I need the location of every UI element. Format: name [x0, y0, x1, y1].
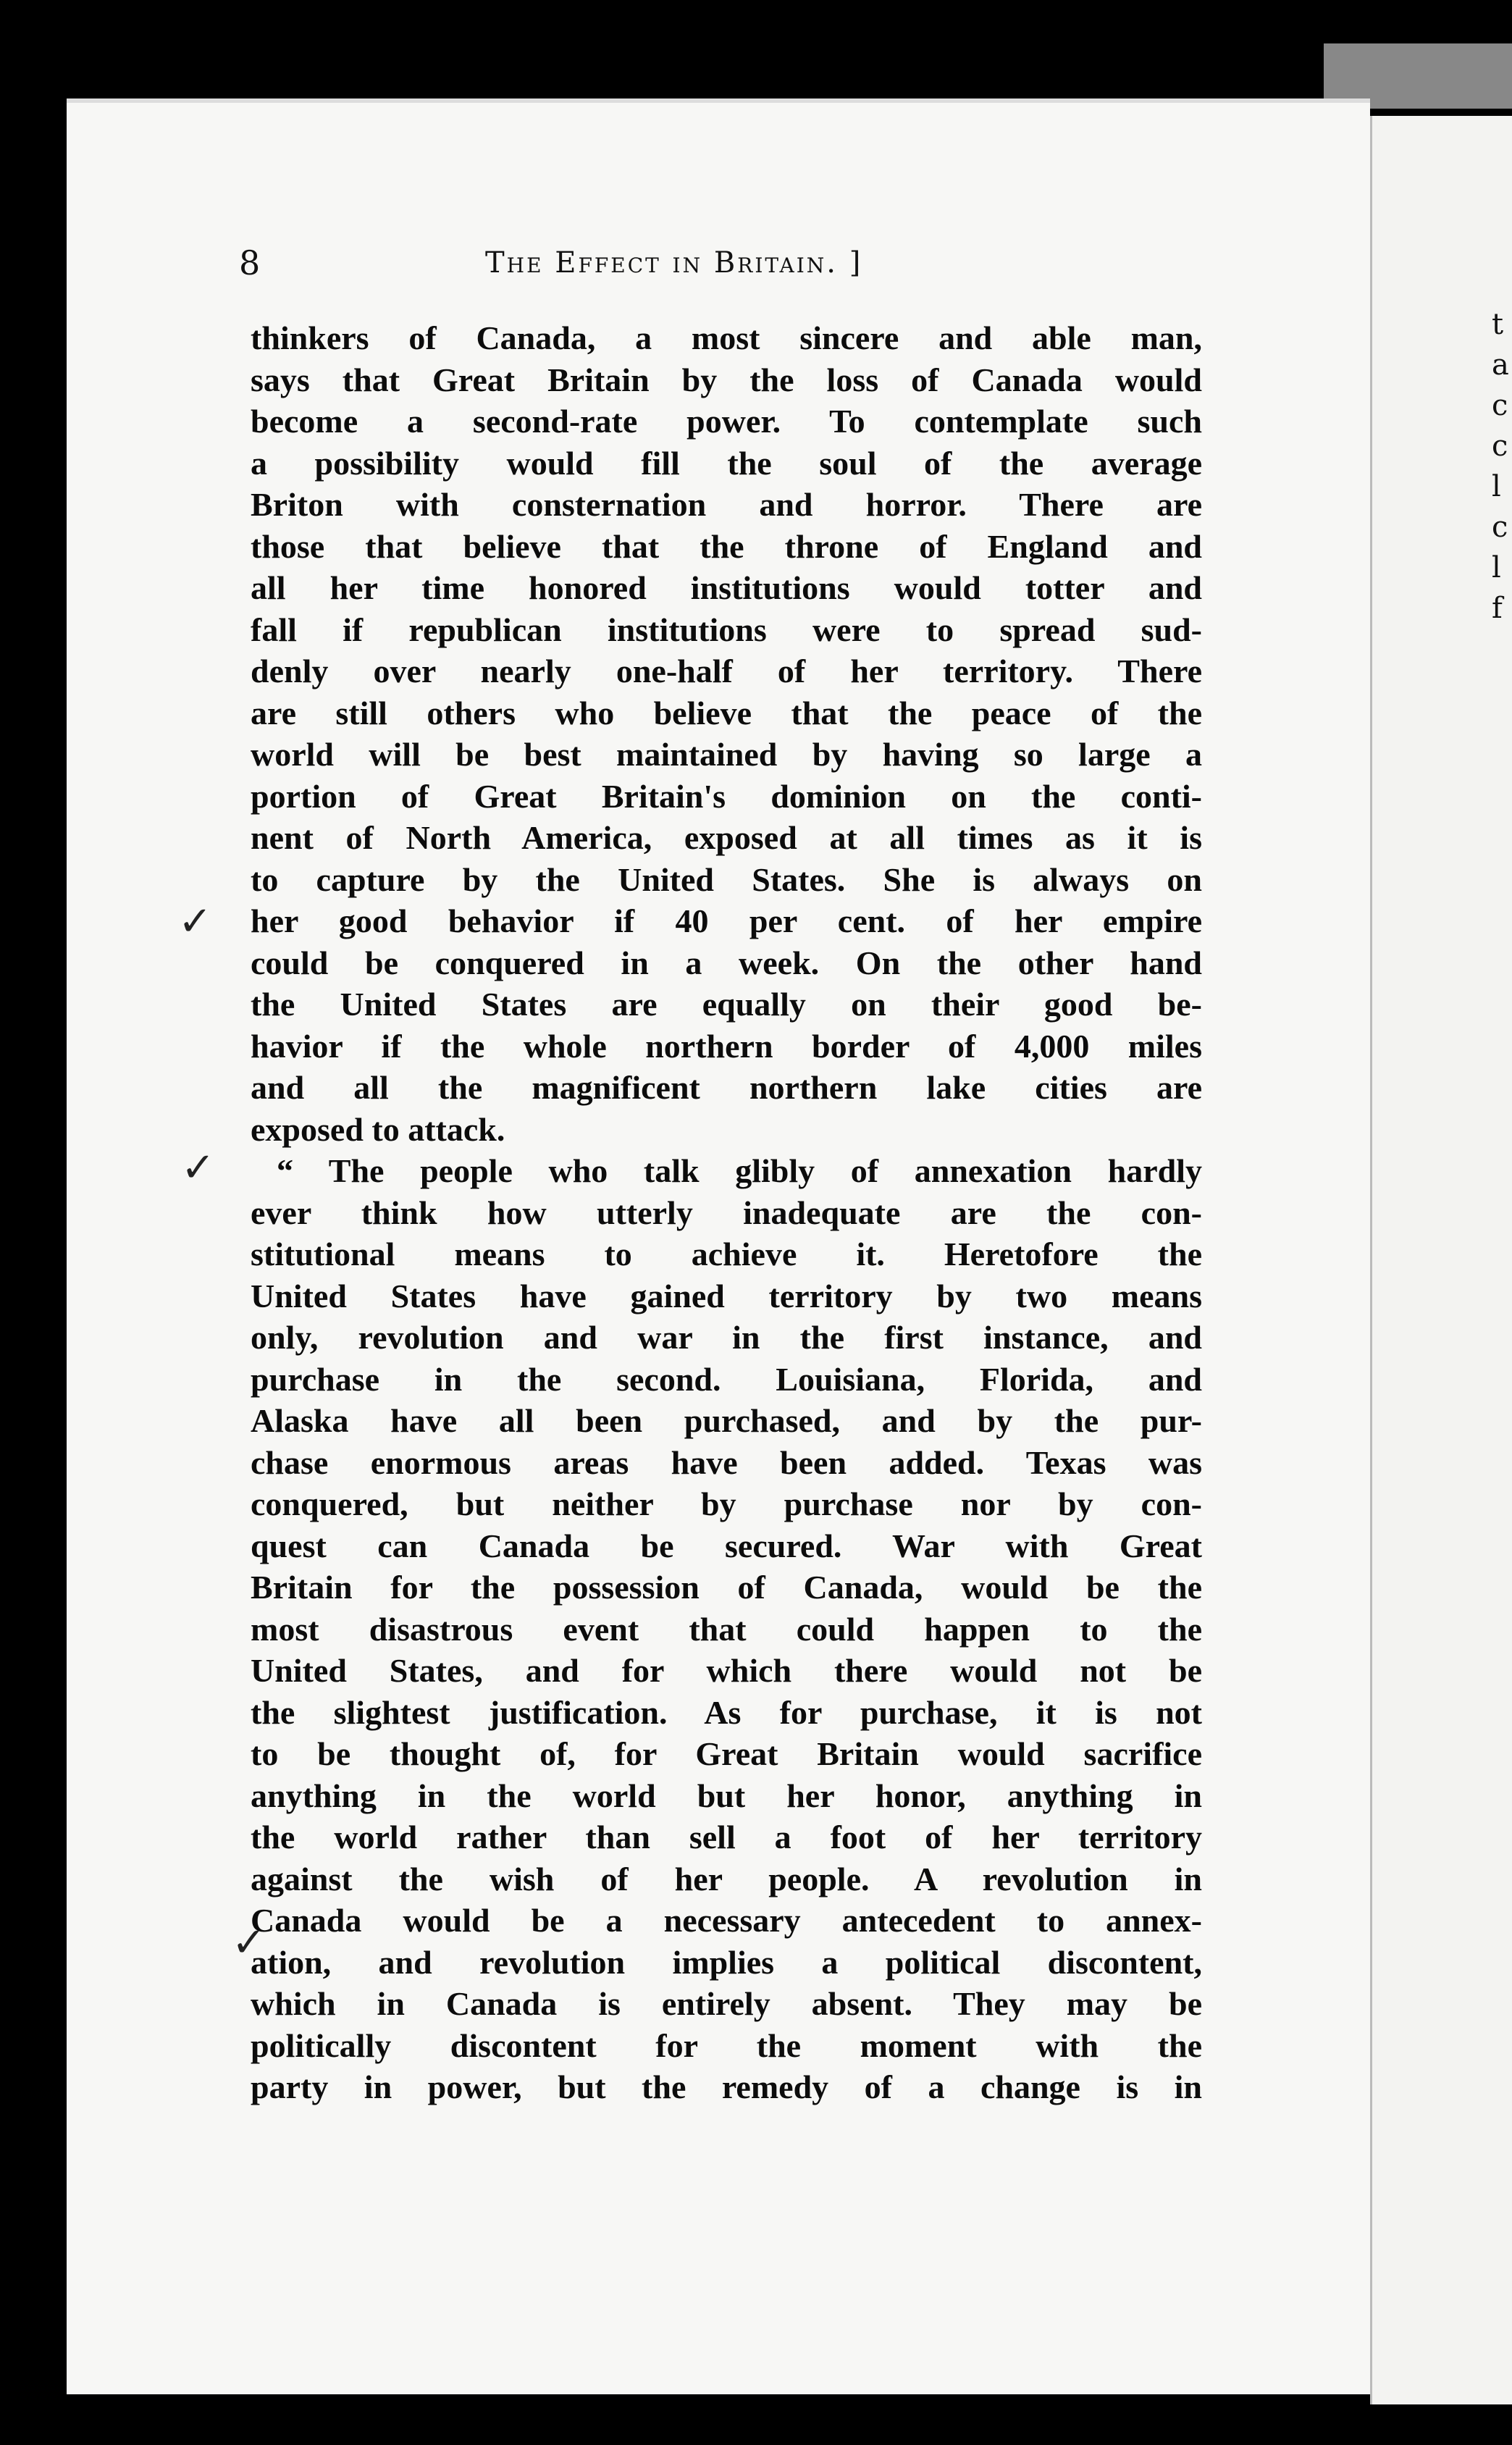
text-line: to capture by the United States. She is always on — [251, 860, 1202, 898]
text-line: says that Great Britain by the loss of Canada would — [251, 361, 1202, 398]
margin-check-mark-icon: ✓ — [232, 1919, 266, 1966]
text-line: party in power, but the remedy of a change is in — [251, 2068, 1202, 2105]
text-line: ever think how utterly inadequate are the con- — [251, 1194, 1202, 1231]
facing-letter: l — [1492, 551, 1501, 584]
facing-letter: c — [1492, 429, 1508, 463]
facing-letter: a — [1492, 348, 1509, 382]
margin-check-mark-icon: ✓ — [181, 1144, 215, 1191]
text-line: politically discontent for the moment with the — [251, 2026, 1202, 2064]
text-line: stitutional means to achieve it. Heretofore the — [251, 1236, 1202, 1272]
text-line: world will be best maintained by having so large a — [251, 736, 1202, 773]
text-line: and all the magnificent northern lake cities are — [251, 1069, 1202, 1106]
text-line: United States, and for which there would not be — [251, 1652, 1202, 1689]
text-line: only, revolution and war in the first instance, and — [251, 1319, 1202, 1356]
text-line: become a second-rate power. To contemplate such — [251, 403, 1202, 440]
text-line: nent of North America, exposed at all times as it is — [251, 819, 1202, 856]
text-line: her good behavior if 40 per cent. of her empire — [251, 902, 1202, 939]
text-line: could be conquered in a week. On the other hand — [251, 944, 1202, 981]
facing-letter: c — [1492, 389, 1508, 422]
body-text — [251, 317, 1202, 2108]
text-line: Britain for the possession of Canada, would be the — [251, 1569, 1202, 1606]
text-line: conquered, but neither by purchase nor by con- — [251, 1485, 1202, 1522]
text-line: chase enormous areas have been added. Texas was — [251, 1443, 1202, 1481]
text-line: quest can Canada be secured. War with Great — [251, 1527, 1202, 1564]
paragraph — [251, 1150, 1202, 2108]
text-line: against the wish of her people. A revolution in — [251, 1860, 1202, 1897]
facing-letter: f — [1492, 592, 1503, 625]
text-line: denly over nearly one-half of her territory. There — [251, 653, 1202, 689]
text-line: a possibility would fill the soul of the average — [251, 444, 1202, 482]
page-number: 8 — [239, 243, 261, 282]
text-line: to be thought of, for Great Britain would sacrifice — [251, 1735, 1202, 1772]
text-line: are still others who believe that the peace of the — [251, 694, 1202, 731]
text-line: which in Canada is entirely absent. They may be — [251, 1985, 1202, 2022]
facing-letter: l — [1492, 470, 1501, 503]
text-line: havior if the whole northern border of 4,000 miles — [251, 1027, 1202, 1065]
text-line: the slightest justification. As for purchase, it is not — [251, 1693, 1202, 1731]
facing-letter: c — [1492, 511, 1508, 544]
facing-page — [1370, 116, 1512, 2404]
text-line: most disastrous event that could happen to the — [251, 1610, 1202, 1648]
text-line: Canada would be a necessary antecedent to annex- — [251, 1902, 1202, 1939]
text-line: exposed to attack. — [251, 1110, 505, 1148]
text-line: United States have gained territory by two means — [251, 1277, 1202, 1314]
text-line: those that believe that the throne of England and — [251, 527, 1202, 565]
text-line: thinkers of Canada, a most sincere and able man, — [251, 319, 1202, 356]
paragraph — [251, 317, 1202, 1150]
text-line: anything in the world but her honor, anything in — [251, 1777, 1202, 1814]
margin-check-mark-icon: ✓ — [178, 898, 212, 945]
text-line: fall if republican institutions were to spread sud- — [251, 611, 1202, 648]
text-line: Briton with consternation and horror. There are — [251, 486, 1202, 523]
running-title: The Effect in Britain. ] — [485, 246, 863, 280]
facing-page-letters — [1492, 304, 1512, 629]
text-line: the United States are equally on their good be- — [251, 986, 1202, 1023]
text-line: portion of Great Britain's dominion on the conti- — [251, 777, 1202, 815]
text-line: ation, and revolution implies a political discontent, — [251, 1943, 1202, 1981]
text-line: the world rather than sell a foot of her territory — [251, 1819, 1202, 1855]
facing-letter: t — [1492, 308, 1504, 341]
text-line: “ The people who talk glibly of annexation hardly — [277, 1152, 1202, 1189]
running-head — [239, 243, 1253, 294]
text-line: purchase in the second. Louisiana, Florida, and — [251, 1360, 1202, 1398]
text-line: Alaska have all been purchased, and by the pur- — [251, 1402, 1202, 1439]
text-line: all her time honored institutions would totter and — [251, 569, 1202, 606]
